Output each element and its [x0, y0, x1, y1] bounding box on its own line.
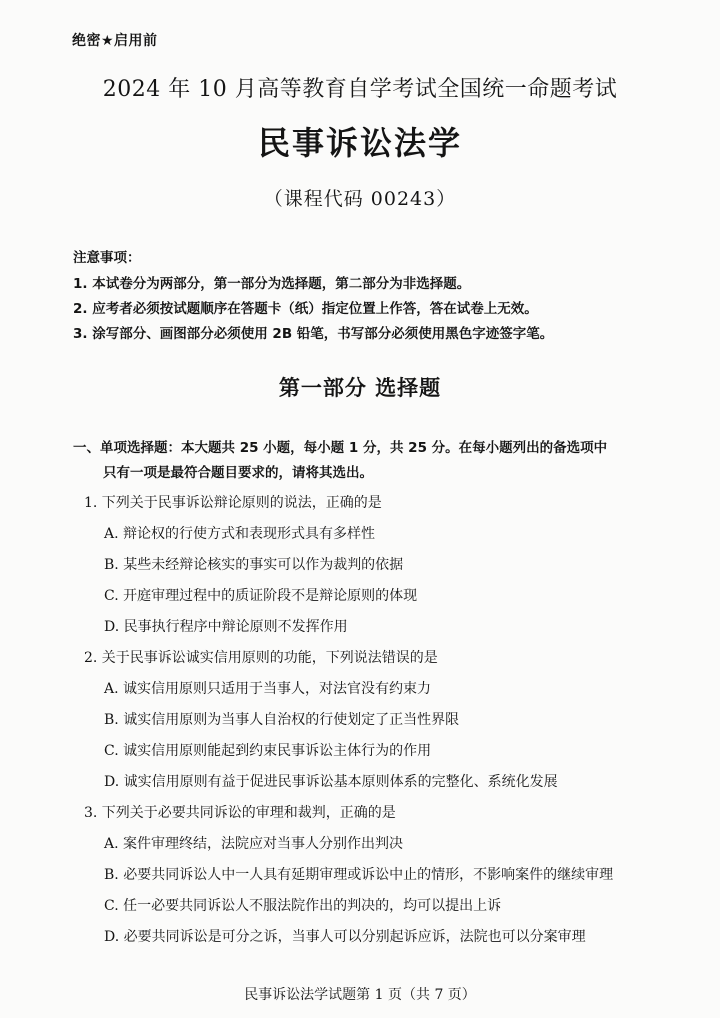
question-1-stem: 1. 下列关于民事诉讼辩论原则的说法，正确的是: [84, 495, 382, 511]
section-line-1: 一、单项选择题：本大题共 25 小题，每小题 1 分，共 25 分。在每小题列出的备选项中: [73, 440, 608, 456]
notice-item: 3. 涂写部分、画图部分必须使用 2B 铅笔，书写部分必须使用黑色字迹签字笔。: [73, 326, 554, 342]
course-code: （课程代码 00243）: [263, 188, 457, 210]
notice-item: 2. 应考者必须按试题顺序在答题卡（纸）指定位置上作答，答在试卷上无效。: [73, 301, 538, 317]
question-2-option-a: A. 诚实信用原则只适用于当事人，对法官没有约束力: [104, 681, 432, 697]
question-3-option-b: B. 必要共同诉讼人中一人具有延期审理或诉讼中止的情形，不影响案件的继续审理: [104, 867, 614, 883]
secret-label: 绝密★启用前: [72, 33, 158, 49]
question-2-option-b: B. 诚实信用原则为当事人自治权的行使划定了正当性界限: [104, 712, 460, 728]
exam-title: 2024 年 10 月高等教育自学考试全国统一命题考试: [102, 77, 618, 102]
part-title: 第一部分 选择题: [278, 376, 442, 400]
notice-title: 注意事项：: [73, 250, 141, 266]
question-3-option-d: D. 必要共同诉讼是可分之诉，当事人可以分别起诉应诉，法院也可以分案审理: [104, 929, 586, 945]
question-1-option-b: B. 某些未经辩论核实的事实可以作为裁判的依据: [104, 557, 404, 573]
question-1-option-a: A. 辩论权的行使方式和表现形式具有多样性: [104, 526, 376, 542]
notice-item: 1. 本试卷分为两部分，第一部分为选择题，第二部分为非选择题。: [73, 276, 471, 292]
question-3-stem: 3. 下列关于必要共同诉讼的审理和裁判，正确的是: [84, 805, 396, 821]
question-2-option-d: D. 诚实信用原则有益于促进民事诉讼基本原则体系的完整化、系统化发展: [104, 774, 558, 790]
question-3-option-c: C. 任一必要共同诉讼人不服法院作出的判决的，均可以提出上诉: [104, 898, 502, 914]
question-1-option-c: C. 开庭审理过程中的质证阶段不是辩论原则的体现: [104, 588, 418, 604]
question-1-option-d: D. 民事执行程序中辩论原则不发挥作用: [104, 619, 348, 635]
question-2-option-c: C. 诚实信用原则能起到约束民事诉讼主体行为的作用: [104, 743, 432, 759]
question-2-stem: 2. 关于民事诉讼诚实信用原则的功能，下列说法错误的是: [84, 650, 438, 666]
question-3-option-a: A. 案件审理终结，法院应对当事人分别作出判决: [104, 836, 404, 852]
section-instructions: [73, 436, 653, 486]
page-footer: 民事诉讼法学试题第 1 页（共 7 页）: [244, 987, 476, 1003]
subject-title: 民事诉讼法学: [257, 124, 462, 162]
section-line-2: 只有一项是最符合题目要求的，请将其选出。: [103, 465, 373, 481]
